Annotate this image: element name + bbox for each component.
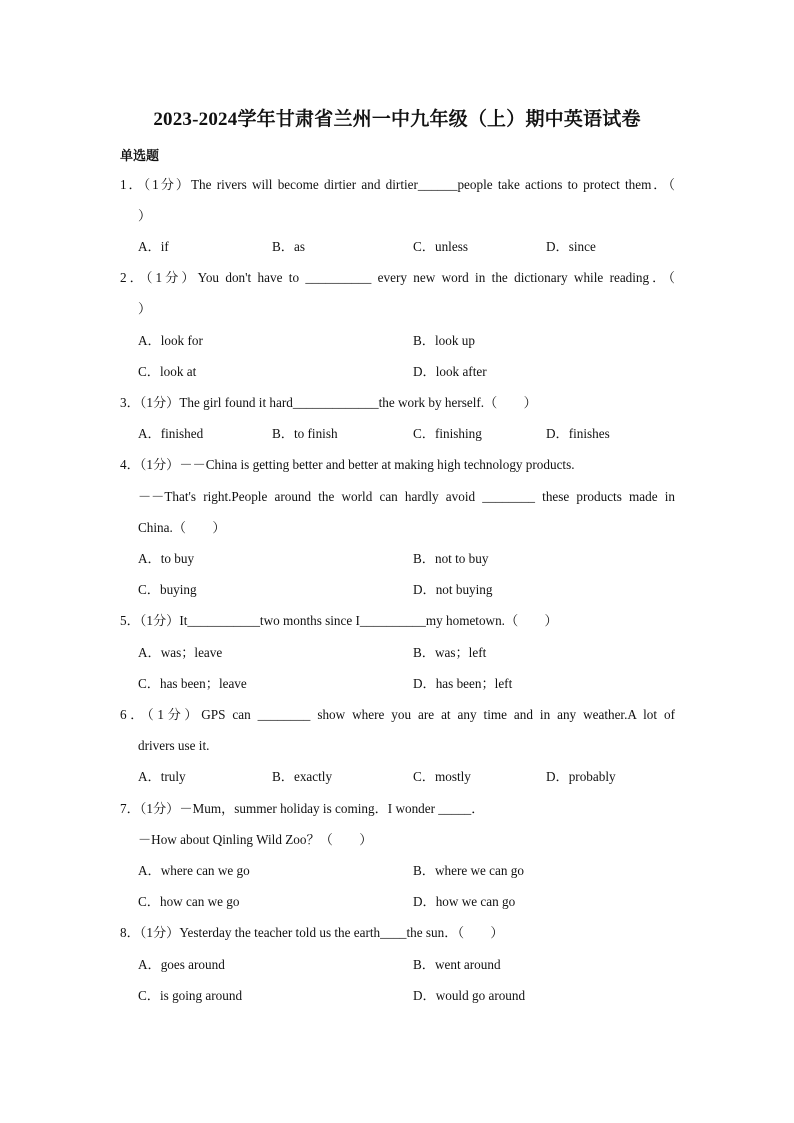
question-1-line-1: 1．（1分）The rivers will become dirtier and dirtier______people take actions to protect them．（ [120, 177, 675, 192]
question-7-line-2: －How about Qinling Wild Zoo？（ ） [138, 832, 373, 847]
question-8-option-c: C．is going around [138, 988, 243, 1003]
question-6-option-a: A．truly [138, 769, 186, 784]
question-4-line-1: 4．（1分）－－China is getting better and better at making high technology products. [120, 457, 575, 472]
question-6-option-c: C．mostly [413, 769, 471, 784]
question-4-option-a: A．to buy [138, 551, 195, 566]
question-1-option-d: D．since [546, 239, 596, 254]
question-3-option-b: B．to finish [272, 426, 338, 441]
question-3-option-d: D．finishes [546, 426, 610, 441]
section-heading: 单选题 [120, 148, 160, 163]
question-1-option-b: B．as [272, 239, 305, 254]
question-2-option-a: A．look for [138, 333, 203, 348]
page-title: 2023-2024学年甘肃省兰州一中九年级（上）期中英语试卷 [153, 109, 641, 130]
question-8-option-b: B．went around [413, 957, 501, 972]
question-5-option-d: D．has been；left [413, 676, 513, 691]
question-4-line-3: China.（ ） [138, 520, 226, 535]
question-8-option-a: A．goes around [138, 957, 225, 972]
question-7-option-c: C．how can we go [138, 894, 240, 909]
question-2-option-d: D．look after [413, 364, 487, 379]
question-6-line-2: drivers use it. [138, 738, 210, 753]
question-1-option-a: A．if [138, 239, 169, 254]
question-2-line-1: 2．（1分）You don't have to __________ every new word in the dictionary while reading．（ [120, 270, 675, 285]
question-7-option-a: A．where can we go [138, 863, 250, 878]
question-1-option-c: C．unless [413, 239, 468, 254]
question-7-option-b: B．where we can go [413, 863, 524, 878]
question-5-option-b: B．was；left [413, 645, 487, 660]
question-4-option-c: C．buying [138, 582, 197, 597]
question-2-line-2: ） [138, 301, 152, 316]
question-2-option-b: B．look up [413, 333, 475, 348]
question-3-option-a: A．finished [138, 426, 204, 441]
question-1-line-2: ） [138, 208, 152, 223]
question-6-line-1: 6．（1分）GPS can ________ show where you are at any time and in any weather.A lot of [120, 707, 675, 722]
question-4-option-b: B．not to buy [413, 551, 489, 566]
question-7-option-d: D．how we can go [413, 894, 516, 909]
question-4-option-d: D．not buying [413, 582, 493, 597]
question-7-line-1: 7．（1分）－Mum，summer holiday is coming．I wonder _____． [120, 801, 485, 816]
question-8-line-1: 8．（1分）Yesterday the teacher told us the earth____the sun．（ ） [120, 925, 504, 940]
question-8-option-d: D．would go around [413, 988, 526, 1003]
question-4-line-2: －－That's right.People around the world can hardly avoid ________ these products made in [138, 489, 675, 504]
question-6-option-b: B．exactly [272, 769, 333, 784]
question-2-option-c: C．look at [138, 364, 197, 379]
question-6-option-d: D．probably [546, 769, 616, 784]
question-5-option-c: C．has been；leave [138, 676, 247, 691]
question-5-option-a: A．was；leave [138, 645, 223, 660]
question-5-line-1: 5．（1分）It___________two months since I__________my hometown.（ ） [120, 613, 558, 628]
question-3-line-1: 3．（1分）The girl found it hard_____________the work by herself.（ ） [120, 395, 537, 410]
question-3-option-c: C．finishing [413, 426, 482, 441]
